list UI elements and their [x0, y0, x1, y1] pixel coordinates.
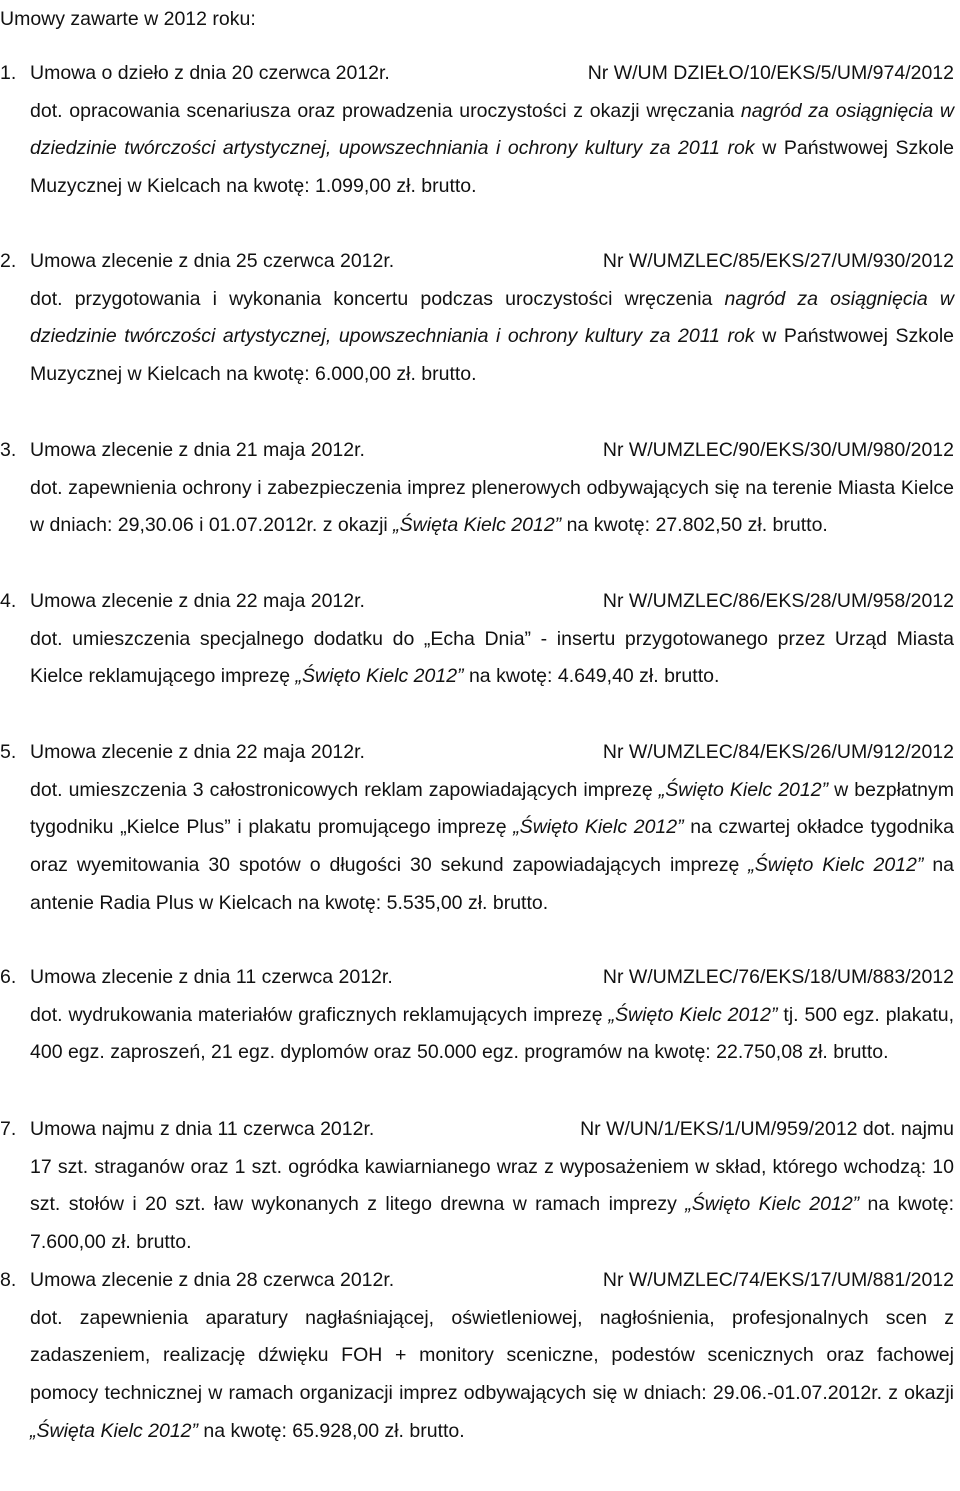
- contract-description: [0, 281, 954, 394]
- contract-date: Umowa zlecenie z dnia 22 maja 2012r.: [30, 741, 365, 763]
- contract-number: 8.: [0, 1269, 17, 1291]
- contract-reference: Nr W/UM DZIEŁO/10/EKS/5/UM/974/2012: [587, 62, 954, 84]
- contract-title: [0, 959, 393, 997]
- contract-date: Umowa zlecenie z dnia 25 czerwca 2012r.: [30, 250, 395, 272]
- italic-phrase: „Święta Kielc 2012”: [393, 514, 562, 537]
- contract-item: [0, 734, 954, 923]
- contract-header: [0, 55, 954, 93]
- italic-phrase: „Święta Kielc 2012”: [30, 1419, 198, 1442]
- contract-reference: Nr W/UMZLEC/85/EKS/27/UM/930/2012: [602, 250, 954, 272]
- text-segment: na kwotę: 7.600,00 zł. brutto.: [30, 1193, 954, 1254]
- contract-reference: Nr W/UMZLEC/76/EKS/18/UM/883/2012: [602, 966, 954, 988]
- contract-item: [0, 1262, 954, 1451]
- contract-description: [0, 1149, 954, 1262]
- text-segment: na czwartej okładce tygodnika oraz wyemitowania 30 spotów o długości 30 sekund zapowiadających imprezę: [30, 816, 955, 877]
- contract-number: 5.: [0, 741, 17, 763]
- italic-phrase: „Święto Kielc 2012”: [513, 816, 684, 839]
- contract-item: [0, 243, 954, 394]
- text-segment: dot. zapewnienia ochrony i zabezpieczenia imprez plenerowych odbywających się na terenie Miasta Kielce w dniach: 29,30.06 i 01.07.2012r. z okazji: [30, 476, 954, 537]
- text-segment: dot. wydrukowania materiałów graficznych reklamujących imprezę: [30, 1003, 609, 1026]
- text-segment: w bezpłatnym tygodniku „Kielce Plus” i plakatu promującego imprezę: [30, 778, 955, 839]
- text-segment: w Państwowej Szkole Muzycznej w Kielcach na kwotę: 6.000,00 zł. brutto.: [30, 325, 955, 386]
- contract-description: [0, 93, 954, 206]
- italic-phrase: nagród za osiągnięcia w dziedzinie twórczości artystycznej, upowszechniania i ochrony kultury za 2011 rok: [30, 99, 954, 160]
- contract-description: [0, 621, 954, 696]
- contract-title: [0, 243, 394, 281]
- text-segment: dot. umieszczenia 3 całostronicowych reklam zapowiadających imprezę: [30, 778, 659, 801]
- contract-item: [0, 959, 954, 1072]
- contract-header: [0, 959, 954, 997]
- contract-number: 4.: [0, 590, 17, 612]
- contract-reference: Nr W/UMZLEC/74/EKS/17/UM/881/2012: [602, 1269, 954, 1291]
- contract-item: [0, 55, 954, 206]
- contract-date: Umowa zlecenie z dnia 28 czerwca 2012r.: [30, 1269, 395, 1291]
- contract-title: [0, 734, 365, 772]
- contract-number: 2.: [0, 250, 17, 272]
- contract-header: [0, 432, 954, 470]
- contract-number: 7.: [0, 1118, 17, 1140]
- italic-phrase: „Święto Kielc 2012”: [608, 1003, 778, 1026]
- contract-description: [0, 470, 954, 545]
- contract-number: 3.: [0, 439, 17, 461]
- contract-title: [0, 432, 365, 470]
- italic-phrase: „Święto Kielc 2012”: [685, 1193, 860, 1216]
- contract-item: [0, 583, 954, 696]
- italic-phrase: nagród za osiągnięcia w dziedzinie twórczości artystycznej, upowszechniania i ochrony kultury za 2011 rok: [30, 287, 954, 348]
- contract-date: Umowa zlecenie z dnia 11 czerwca 2012r.: [30, 966, 393, 988]
- contract-number: 6.: [0, 966, 17, 988]
- contract-number: 1.: [0, 62, 17, 84]
- text-segment: dot. opracowania scenariusza oraz prowadzenia uroczystości z okazji wręczania: [30, 99, 741, 122]
- contract-title: [0, 1111, 374, 1149]
- contract-title: [0, 55, 390, 93]
- contract-item: [0, 432, 954, 545]
- contract-date: Umowa zlecenie z dnia 22 maja 2012r.: [30, 590, 365, 612]
- contract-date: Umowa zlecenie z dnia 21 maja 2012r.: [30, 439, 365, 461]
- contract-reference: Nr W/UMZLEC/86/EKS/28/UM/958/2012: [602, 590, 954, 612]
- text-segment: na kwotę: 27.802,50 zł. brutto.: [561, 514, 828, 537]
- contract-item: [0, 1111, 954, 1262]
- contract-description: [0, 772, 954, 923]
- text-segment: dot. przygotowania i wykonania koncertu podczas uroczystości wręczenia: [30, 287, 725, 310]
- contract-date: Umowa o dzieło z dnia 20 czerwca 2012r.: [30, 62, 390, 84]
- contract-header: [0, 734, 954, 772]
- contract-header: [0, 243, 954, 281]
- text-segment: na kwotę: 65.928,00 zł. brutto.: [198, 1419, 465, 1442]
- text-segment: 17 szt. straganów oraz 1 szt. ogródka kawiarnianego wraz z wyposażeniem w skład, którego wchodzą: 10 szt. stołów i 20 szt. ław wykonanych z litego drewna w ramach imprezy: [30, 1155, 954, 1216]
- italic-phrase: „Święto Kielc 2012”: [748, 854, 924, 877]
- contract-reference: Nr W/UN/1/EKS/1/UM/959/2012 dot. najmu: [580, 1118, 954, 1140]
- contract-reference: Nr W/UMZLEC/84/EKS/26/UM/912/2012: [602, 741, 954, 763]
- text-segment: tj. 500 egz. plakatu, 400 egz. zaproszeń, 21 egz. dyplomów oraz 50.000 egz. programów na kwotę: 22.750,08 zł. brutto.: [30, 1003, 955, 1064]
- italic-phrase: „Święto Kielc 2012”: [658, 778, 829, 801]
- text-segment: dot. zapewnienia aparatury nagłaśniającej, oświetleniowej, nagłośnienia, profesjonalnych scen z zadaszeniem, realizację dźwięku FOH + monitory sceniczne, podestów scenicznych oraz fachowej pomocy technicznej w ramach organizacji imprez odbywających się w dniach: 29.06.-01.07.2012r. z okazji: [30, 1306, 954, 1405]
- italic-phrase: „Święto Kielc 2012”: [295, 665, 464, 688]
- contract-reference: Nr W/UMZLEC/90/EKS/30/UM/980/2012: [602, 439, 954, 461]
- contract-title: [0, 1262, 394, 1300]
- text-segment: dot. umieszczenia specjalnego dodatku do „Echa Dnia” - insertu przygotowanego przez Urząd Miasta Kielce reklamującego imprezę: [30, 627, 954, 688]
- contract-date: Umowa najmu z dnia 11 czerwca 2012r.: [30, 1118, 375, 1140]
- text-segment: na antenie Radia Plus w Kielcach na kwotę: 5.535,00 zł. brutto.: [30, 854, 955, 914]
- contract-header: [0, 583, 954, 621]
- contract-description: [0, 1300, 954, 1451]
- text-segment: na kwotę: 4.649,40 zł. brutto.: [463, 665, 720, 688]
- contract-description: [0, 997, 954, 1072]
- page-heading: Umowy zawarte w 2012 roku:: [0, 8, 256, 30]
- contract-header: [0, 1111, 954, 1149]
- contract-title: [0, 583, 365, 621]
- contract-header: [0, 1262, 954, 1300]
- text-segment: w Państwowej Szkole Muzycznej w Kielcach na kwotę: 1.099,00 zł. brutto.: [30, 137, 955, 198]
